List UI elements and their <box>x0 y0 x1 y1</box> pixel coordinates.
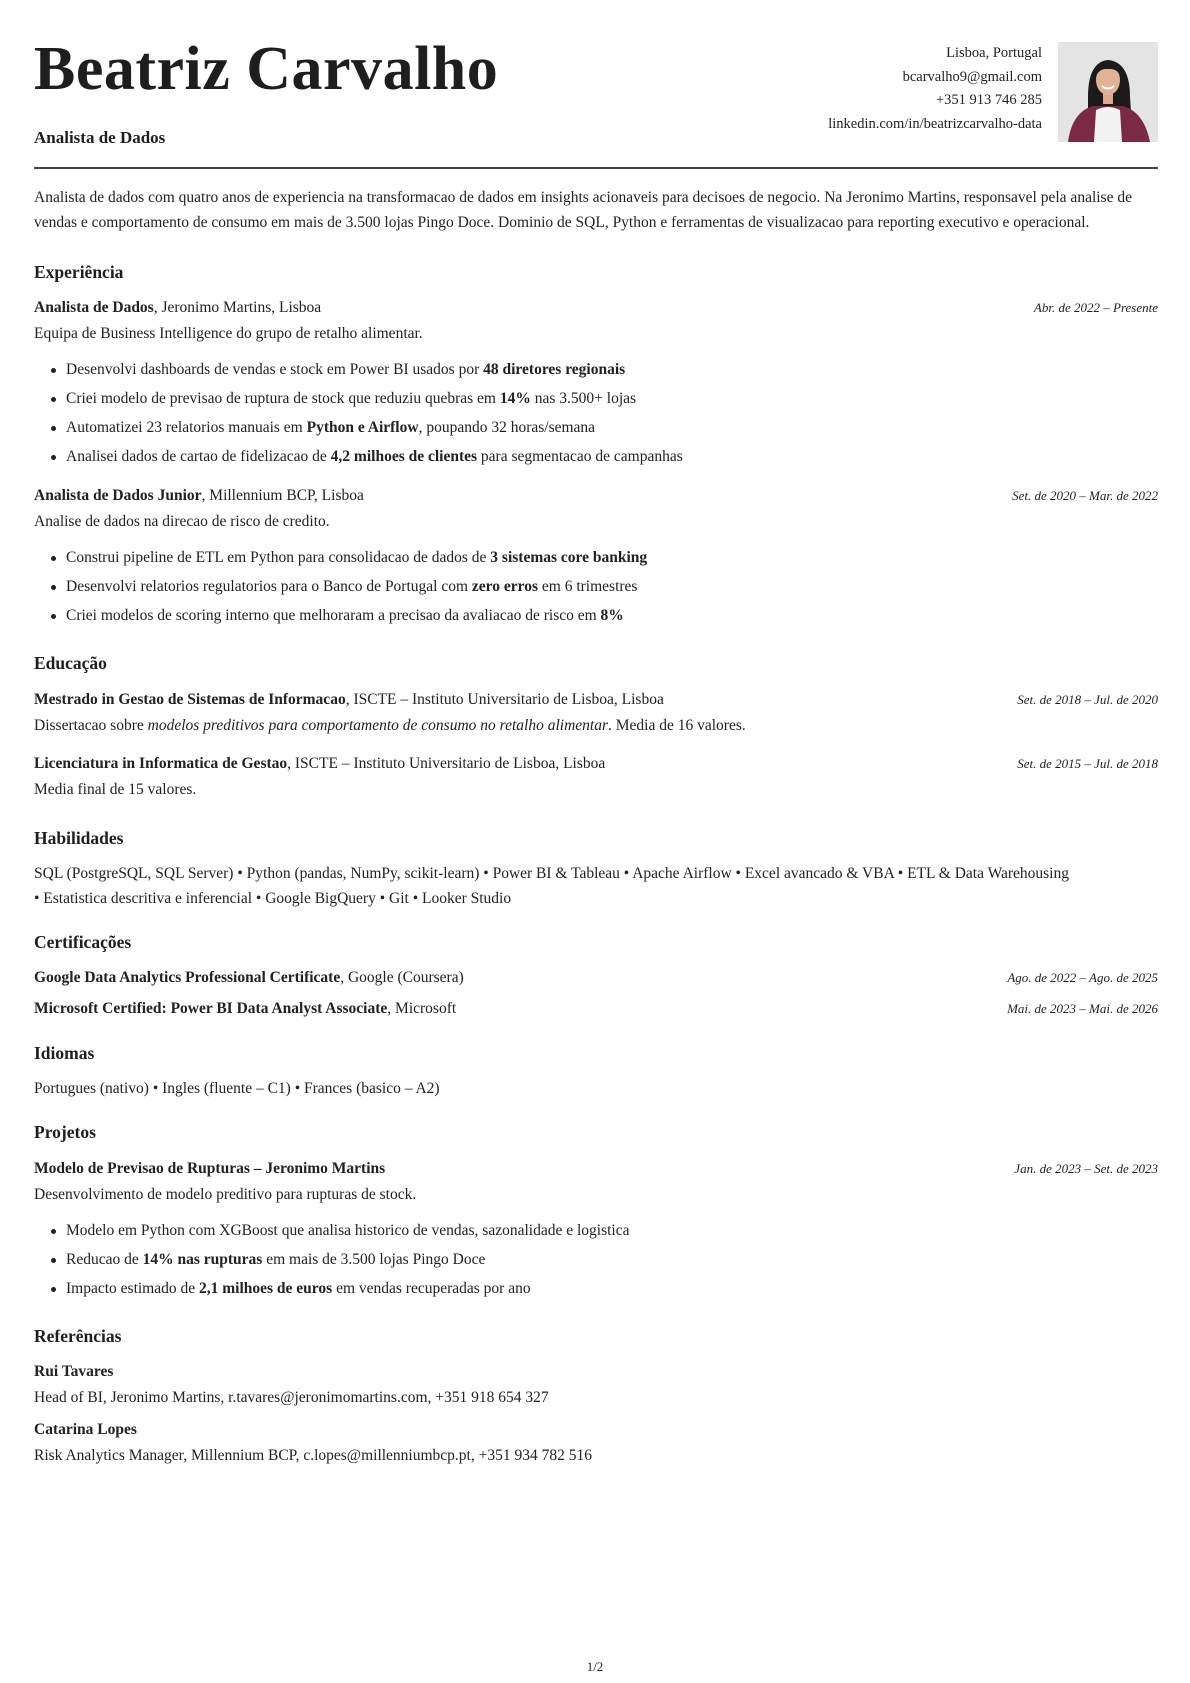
certification-date: Mai. de 2023 – Mai. de 2026 <box>1007 1001 1158 1016</box>
certification-entry <box>34 996 1158 1022</box>
education-date: Set. de 2015 – Jul. de 2018 <box>1017 755 1158 771</box>
certification-entry <box>34 965 1158 991</box>
list-item: Desenvolvi dashboards de vendas e stock em Power BI usados por 48 diretores regionais <box>34 355 1158 384</box>
section-title-education: Educação <box>34 653 107 674</box>
certification-name: Google Data Analytics Professional Certificate <box>34 969 341 986</box>
resume-header <box>34 0 1158 170</box>
reference-name: Catarina Lopes <box>34 1420 137 1438</box>
education-entry <box>34 751 1158 803</box>
list-item: Automatizei 23 relatorios manuais em Python e Airflow, poupando 32 horas/semana <box>34 413 1158 442</box>
list-item: Reducao de 14% nas rupturas em mais de 3.500 lojas Pingo Doce <box>34 1245 1158 1274</box>
list-item: Construi pipeline de ETL em Python para consolidacao de dados de 3 sistemas core banking <box>34 543 1158 572</box>
project-description: Desenvolvimento de modelo preditivo para rupturas de stock. <box>34 1185 417 1203</box>
job-date: Set. de 2020 – Mar. de 2022 <box>1012 488 1158 504</box>
job-description: Analise de dados na direcao de risco de credito. <box>34 513 330 531</box>
reference-detail: Head of BI, Jeronimo Martins, r.tavares@jeronimomartins.com, +351 918 654 327 <box>34 1388 549 1406</box>
job-org: , Jeronimo Martins, Lisboa <box>153 299 322 317</box>
page-number: 1/2 <box>586 1659 604 1674</box>
experience-entry <box>34 295 1158 471</box>
list-item: Criei modelos de scoring interno que melhoraram a precisao da avaliacao de risco em 8% <box>34 601 1158 630</box>
contact-email[interactable]: bcarvalho9@gmail.com <box>902 68 1042 85</box>
candidate-role: Analista de Dados <box>34 128 166 147</box>
project-achievements <box>34 1216 1158 1303</box>
candidate-name: Beatriz Carvalho <box>34 35 499 103</box>
contact-location: Lisboa, Portugal <box>946 45 1042 61</box>
professional-summary: Analista de dados com quatro anos de experiencia na transformacao de dados em insights acionaveis para decisoes de negocio. Na Jeronimo Martins, responsavel pela analise de vendas e comportamento de consumo em mais de 3.500 lojas Pingo Doce. Dominio de SQL, Python e ferramentas de visualizacao para reporting executivo e operacional. <box>34 189 1132 231</box>
project-name: Modelo de Previsao de Rupturas – Jeronimo Martins <box>34 1159 386 1177</box>
degree-name: Licenciatura in Informatica de Gestao <box>34 754 288 772</box>
section-title-skills: Habilidades <box>34 827 124 848</box>
list-item: Analisei dados de cartao de fidelizacao de 4,2 milhoes de clientes para segmentacao de campanhas <box>34 442 1158 471</box>
reference-entry <box>34 1417 1158 1469</box>
reference-name: Rui Tavares <box>34 1362 114 1380</box>
reference-entry <box>34 1359 1158 1411</box>
project-date: Jan. de 2023 – Set. de 2023 <box>1014 1160 1158 1176</box>
section-title-certifications: Certificações <box>34 931 132 952</box>
entry-heading <box>34 687 1158 713</box>
section-title-projects: Projetos <box>34 1122 96 1143</box>
education-description: Dissertacao sobre modelos preditivos para comportamento de consumo no retalho alimentar. Media de 16 valores. <box>34 716 746 734</box>
education-date: Set. de 2018 – Jul. de 2020 <box>1017 691 1158 707</box>
resume-page <box>34 0 1158 1475</box>
entry-heading <box>34 295 1158 321</box>
certification-date: Ago. de 2022 – Ago. de 2025 <box>1007 970 1158 985</box>
section-title-experience: Experiência <box>34 262 124 282</box>
job-achievements <box>34 355 1158 471</box>
education-description: Media final de 15 valores. <box>34 780 197 798</box>
job-achievements <box>34 543 1158 630</box>
portrait-icon <box>1058 42 1158 142</box>
languages-list: Portugues (nativo) • Ingles (fluente – C1) • Frances (basico – A2) <box>34 1080 440 1098</box>
skills-list: SQL (PostgreSQL, SQL Server) • Python (pandas, NumPy, scikit-learn) • Power BI & Tableau • Apache Airflow • Excel avancado & VBA • ETL & Data Warehousing • Estatistica descritiva e inferencial • Google BigQuery • Git • Looker Studio <box>34 864 1069 907</box>
header-divider <box>34 167 1158 169</box>
contact-phone: +351 913 746 285 <box>935 92 1042 108</box>
contact-block <box>828 42 1042 136</box>
section-title-languages: Idiomas <box>34 1043 95 1063</box>
entry-heading <box>34 751 1158 777</box>
certification-name: Microsoft Certified: Power BI Data Analyst Associate <box>34 1000 388 1017</box>
degree-name: Mestrado in Gestao de Sistemas de Informacao <box>34 690 346 708</box>
list-item: Criei modelo de previsao de ruptura de stock que reduziu quebras em 14% nas 3.500+ lojas <box>34 384 1158 413</box>
profile-photo <box>1058 42 1158 142</box>
certification-issuer: , Microsoft <box>387 1000 457 1017</box>
job-description: Equipa de Business Intelligence do grupo de retalho alimentar. <box>34 325 423 343</box>
education-entry <box>34 687 1158 739</box>
job-title: Analista de Dados <box>34 299 154 317</box>
school-name: , ISCTE – Instituto Universitario de Lisboa, Lisboa <box>345 690 664 708</box>
project-entry <box>34 1156 1158 1303</box>
experience-entry <box>34 483 1158 630</box>
job-title: Analista de Dados Junior <box>34 487 202 505</box>
school-name: , ISCTE – Instituto Universitario de Lisboa, Lisboa <box>287 754 606 772</box>
list-item: Impacto estimado de 2,1 milhoes de euros em vendas recuperadas por ano <box>34 1274 1158 1303</box>
job-date: Abr. de 2022 – Presente <box>1033 300 1158 316</box>
certification-issuer: , Google (Coursera) <box>340 969 464 986</box>
contact-linkedin[interactable]: linkedin.com/in/beatrizcarvalho-data <box>828 115 1042 132</box>
job-org: , Millennium BCP, Lisboa <box>201 487 364 505</box>
reference-detail: Risk Analytics Manager, Millennium BCP, c.lopes@millenniumbcp.pt, +351 934 782 516 <box>34 1446 592 1464</box>
section-title-references: Referências <box>34 1325 122 1346</box>
list-item: Modelo em Python com XGBoost que analisa historico de vendas, sazonalidade e logistica <box>34 1216 1158 1245</box>
list-item: Desenvolvi relatorios regulatorios para o Banco de Portugal com zero erros em 6 trimestres <box>34 572 1158 601</box>
entry-heading <box>34 483 1158 509</box>
